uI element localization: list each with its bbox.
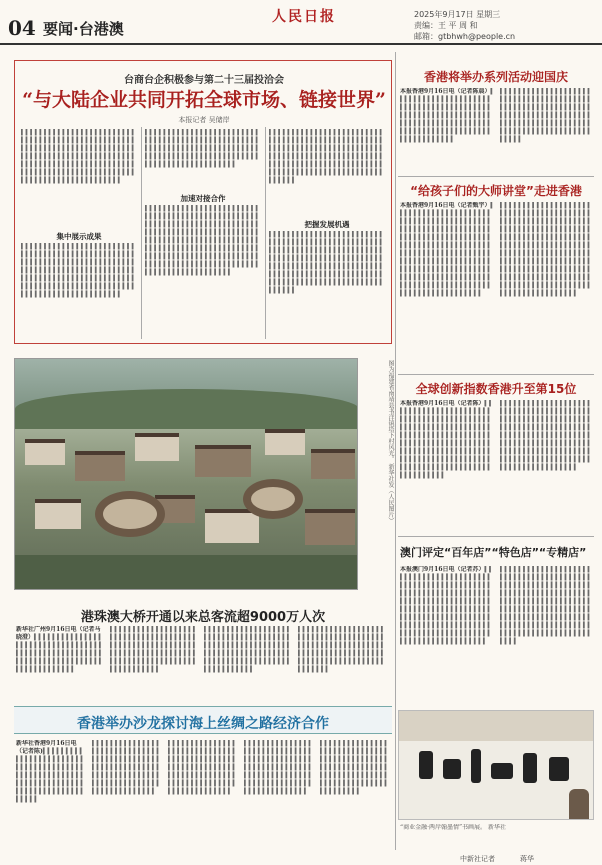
rule [398,536,594,537]
rule [398,374,594,375]
lead-subhead-1: 集中展示成果 [56,232,102,241]
email: 邮箱：gtbhwh@people.cn [414,32,516,41]
exhibit-wall [399,711,594,741]
house [195,445,251,477]
master-lecture-body-2: ▍▍▍▍▍▍▍▍▍▍▍▍▍▍▍▍▍▍▍▍▍▍▍▍▍▍▍▍▍▍▍▍▍▍▍▍▍▍▍▍▍▍▍▍▍▍▍▍▍▍▍▍▍▍▍▍▍▍▍▍▍▍▍▍▍▍▍▍▍▍▍▍▍▍▍▍▍▍▍▍▍▍▍▍▍▍▍▍▍▍▍▍▍▍▍▍▍▍▍▍▍▍▍▍▍▍▍▍▍▍▍▍▍▍▍▍▍▍▍▍▍▍▍▍▍▍▍▍▍▍▍▍▍▍▍▍▍▍▍▍▍▍▍▍▍▍▍▍▍▍▍▍▍▍▍▍▍▍▍▍▍▍▍▍▍▍▍▍▍▍▍▍▍▍▍▍▍▍▍▍▍▍▍▍▍▍▍▍▍▍▍▍▍▍▍▍▍▍▍▍▍▍▍▍▍▍▍▍▍▍▍▍▍▍▍▍▍▍▍▍▍▍▍▍▍▍▍▍▍▍▍▍▍▍▍▍▍ [500,202,593,297]
innovation-index-title: 全球创新指数香港升至第15位 [415,382,577,396]
bridge-title: 港珠澳大桥开通以来总客流超9000万人次 [80,610,326,625]
tulou-roundhouse [243,479,303,519]
lead-col-1: ▍▍▍▍▍▍▍▍▍▍▍▍▍▍▍▍▍▍▍▍▍▍▍▍▍▍▍▍▍▍▍▍▍▍▍▍▍▍▍▍▍▍▍▍▍▍▍▍▍▍▍▍▍▍▍▍▍▍▍▍▍▍▍▍▍▍▍▍▍▍▍▍▍▍▍▍▍▍▍▍▍▍▍▍▍▍▍▍▍▍▍▍▍▍▍▍▍▍▍▍▍▍▍▍▍▍▍▍▍▍▍▍▍▍▍▍▍▍▍▍▍▍▍▍▍▍▍▍▍▍▍▍▍▍▍▍▍▍▍▍▍▍▍▍▍▍▍▍▍▍▍▍▍▍▍▍▍▍▍▍▍▍▍▍▍▍▍▍▍▍▍▍ [21,129,137,184]
hk-national-day-body: 本报香港9月16日电（记者陈晨）▍▍▍▍▍▍▍▍▍▍▍▍▍▍▍▍▍▍▍▍▍▍▍▍▍▍▍▍▍▍▍▍▍▍▍▍▍▍▍▍▍▍▍▍▍▍▍▍▍▍▍▍▍▍▍▍▍▍▍▍▍▍▍▍▍▍▍▍▍▍▍▍▍▍▍▍▍▍▍▍▍▍▍▍▍▍▍▍▍▍▍▍▍▍▍▍▍▍▍▍▍▍▍▍▍▍▍▍▍▍▍▍▍ [400,88,496,143]
page-number: 04 [8,16,36,40]
photo-caption: 图为福建省南靖县书洋镇塔下村风光。 新华社发（人民图片） [387,360,394,524]
brush-stroke [491,763,513,779]
silk-body-2: ▍▍▍▍▍▍▍▍▍▍▍▍▍▍▍▍▍▍▍▍▍▍▍▍▍▍▍▍▍▍▍▍▍▍▍▍▍▍▍▍▍▍▍▍▍▍▍▍▍▍▍▍▍▍▍▍▍▍▍▍▍▍▍▍▍▍▍▍▍▍▍▍▍▍▍▍▍▍▍▍▍▍▍▍▍▍▍▍▍▍▍▍▍▍▍▍▍▍▍▍▍▍▍▍ [92,740,162,795]
brush-stroke [523,753,537,783]
visitor [569,789,589,819]
rule [398,176,594,177]
silk-body-3: ▍▍▍▍▍▍▍▍▍▍▍▍▍▍▍▍▍▍▍▍▍▍▍▍▍▍▍▍▍▍▍▍▍▍▍▍▍▍▍▍▍▍▍▍▍▍▍▍▍▍▍▍▍▍▍▍▍▍▍▍▍▍▍▍▍▍▍▍▍▍▍▍▍▍▍▍▍▍▍▍▍▍▍▍▍▍▍▍▍▍▍▍▍▍▍▍▍▍▍▍▍▍▍▍ [168,740,238,795]
house [265,429,305,455]
calligraphy-photo [398,710,594,820]
lead-article [14,60,392,344]
silk-road-title: 香港举办沙龙探讨海上丝绸之路经济合作 [77,716,329,732]
silk-body-4: ▍▍▍▍▍▍▍▍▍▍▍▍▍▍▍▍▍▍▍▍▍▍▍▍▍▍▍▍▍▍▍▍▍▍▍▍▍▍▍▍▍▍▍▍▍▍▍▍▍▍▍▍▍▍▍▍▍▍▍▍▍▍▍▍▍▍▍▍▍▍▍▍▍▍▍▍▍▍▍▍▍▍▍▍▍▍▍▍▍▍▍▍▍▍▍▍▍▍▍▍▍▍▍▍ [244,740,314,795]
silk-road-banner [14,706,392,734]
footer-photographer: 蒋华 [520,855,534,863]
section-name: 要闻·台港澳 [43,20,124,38]
brush-stroke [419,751,433,779]
hill [15,389,358,429]
house [205,509,259,543]
foreground-trees [15,555,358,590]
lead-title: “与大陆企业共同开拓全球市场、链接世界” [22,89,386,111]
calligraphy-caption: “商业金融·两岸翰墨情”书画展。 新华社 [400,824,506,831]
silk-body-1: 新华社香港9月16日电（记者陈)▍▍▍▍▍▍▍▍▍▍▍▍▍▍▍▍▍▍▍▍▍▍▍▍▍▍▍▍▍▍▍▍▍▍▍▍▍▍▍▍▍▍▍▍▍▍▍▍▍▍▍▍▍▍▍▍▍▍▍▍▍▍▍▍▍▍▍▍▍▍▍▍▍▍▍▍▍▍▍▍▍▍▍▍▍▍▍▍▍ [16,740,86,803]
lead-subhead-3: 把握发展机遇 [304,220,350,229]
house [35,499,81,529]
master-lecture-title: “给孩子们的大师讲堂”走进香港 [410,184,582,198]
house [305,509,355,545]
bridge-body-3: ▍▍▍▍▍▍▍▍▍▍▍▍▍▍▍▍▍▍▍▍▍▍▍▍▍▍▍▍▍▍▍▍▍▍▍▍▍▍▍▍▍▍▍▍▍▍▍▍▍▍▍▍▍▍▍▍▍▍▍▍▍▍▍▍▍▍▍▍▍▍▍▍▍▍▍▍▍▍▍▍▍▍▍▍▍▍▍▍▍▍▍▍▍▍▍▍▍▍▍▍▍▍▍▍▍▍ [204,626,292,673]
village-photo [14,358,358,590]
innovation-body: 本报香港9月16日电（记者陈）▍▍▍▍▍▍▍▍▍▍▍▍▍▍▍▍▍▍▍▍▍▍▍▍▍▍▍▍▍▍▍▍▍▍▍▍▍▍▍▍▍▍▍▍▍▍▍▍▍▍▍▍▍▍▍▍▍▍▍▍▍▍▍▍▍▍▍▍▍▍▍▍▍▍▍▍▍▍▍▍▍▍▍▍▍▍▍▍▍▍▍▍▍▍▍▍▍▍▍▍▍▍▍▍▍▍▍▍▍▍▍▍▍▍▍▍▍▍▍▍▍▍▍▍▍▍▍▍▍▍▍▍▍▍▍▍▍▍▍▍▍▍▍▍▍▍▍▍▍▍▍▍▍▍▍▍▍▍▍▍▍▍▍▍▍▍▍▍▍▍▍▍ [400,400,494,479]
macau-body: 本报澳门9月16日电（记者苏）▍▍▍▍▍▍▍▍▍▍▍▍▍▍▍▍▍▍▍▍▍▍▍▍▍▍▍▍▍▍▍▍▍▍▍▍▍▍▍▍▍▍▍▍▍▍▍▍▍▍▍▍▍▍▍▍▍▍▍▍▍▍▍▍▍▍▍▍▍▍▍▍▍▍▍▍▍▍▍▍▍▍▍▍▍▍▍▍▍▍▍▍▍▍▍▍▍▍▍▍▍▍▍▍▍▍▍▍▍▍▍▍▍▍▍▍▍▍▍▍▍▍▍▍▍▍▍▍▍▍▍▍▍▍▍▍▍▍▍▍▍▍▍▍▍▍▍▍▍▍▍▍▍▍▍▍▍▍▍▍▍▍▍▍▍▍▍▍▍▍▍▍▍▍▍▍▍▍▍▍▍ [400,566,494,645]
brush-stroke [443,759,461,779]
macau-body-2: ▍▍▍▍▍▍▍▍▍▍▍▍▍▍▍▍▍▍▍▍▍▍▍▍▍▍▍▍▍▍▍▍▍▍▍▍▍▍▍▍▍▍▍▍▍▍▍▍▍▍▍▍▍▍▍▍▍▍▍▍▍▍▍▍▍▍▍▍▍▍▍▍▍▍▍▍▍▍▍▍▍▍▍▍▍▍▍▍▍▍▍▍▍▍▍▍▍▍▍▍▍▍▍▍▍▍▍▍▍▍▍▍▍▍▍▍▍▍▍▍▍▍▍▍▍▍▍▍▍▍▍▍▍▍▍▍▍▍▍▍▍▍▍▍▍▍▍▍▍▍▍▍▍▍▍▍▍▍▍▍▍▍▍▍▍▍▍▍▍▍▍▍▍▍▍▍▍▍▍▍▍▍▍▍ [500,566,593,645]
bridge-body-4: ▍▍▍▍▍▍▍▍▍▍▍▍▍▍▍▍▍▍▍▍▍▍▍▍▍▍▍▍▍▍▍▍▍▍▍▍▍▍▍▍▍▍▍▍▍▍▍▍▍▍▍▍▍▍▍▍▍▍▍▍▍▍▍▍▍▍▍▍▍▍▍▍▍▍▍▍▍▍▍▍▍▍▍▍▍▍▍▍▍▍▍▍▍▍▍▍▍▍▍▍▍▍ [298,626,386,673]
macau-title: 澳门评定“百年店”“特色店”“专精店” [400,546,587,559]
col-divider [141,127,142,339]
house [311,449,355,479]
silk-body-5: ▍▍▍▍▍▍▍▍▍▍▍▍▍▍▍▍▍▍▍▍▍▍▍▍▍▍▍▍▍▍▍▍▍▍▍▍▍▍▍▍▍▍▍▍▍▍▍▍▍▍▍▍▍▍▍▍▍▍▍▍▍▍▍▍▍▍▍▍▍▍▍▍▍▍▍▍▍▍▍▍▍▍▍▍▍▍▍▍▍▍▍▍▍▍▍▍▍▍▍ [320,740,390,795]
master-lecture-body: 本报香港9月16日电（记者甄宇）▍▍▍▍▍▍▍▍▍▍▍▍▍▍▍▍▍▍▍▍▍▍▍▍▍▍▍▍▍▍▍▍▍▍▍▍▍▍▍▍▍▍▍▍▍▍▍▍▍▍▍▍▍▍▍▍▍▍▍▍▍▍▍▍▍▍▍▍▍▍▍▍▍▍▍▍▍▍▍▍▍▍▍▍▍▍▍▍▍▍▍▍▍▍▍▍▍▍▍▍▍▍▍▍▍▍▍▍▍▍▍▍▍▍▍▍▍▍▍▍▍▍▍▍▍▍▍▍▍▍▍▍▍▍▍▍▍▍▍▍▍▍▍▍▍▍▍▍▍▍▍▍▍▍▍▍▍▍▍▍▍▍▍▍▍▍▍▍▍▍▍▍▍▍▍▍▍▍▍▍▍▍▍▍▍▍▍▍▍▍▍▍▍▍▍▍▍▍▍▍▍▍▍▍▍▍▍▍▍▍▍▍▍▍▍▍▍▍▍ [400,202,496,297]
masthead-logo: 人民日报 [272,9,336,25]
lead-col-2b: ▍▍▍▍▍▍▍▍▍▍▍▍▍▍▍▍▍▍▍▍▍▍▍▍▍▍▍▍▍▍▍▍▍▍▍▍▍▍▍▍▍▍▍▍▍▍▍▍▍▍▍▍▍▍▍▍▍▍▍▍▍▍▍▍▍▍▍▍▍▍▍▍▍▍▍▍▍▍▍▍▍▍▍▍▍▍▍▍▍▍▍▍▍▍▍▍▍▍▍▍▍▍▍▍▍▍▍▍▍▍▍▍▍▍▍▍▍▍▍▍▍▍▍▍▍▍▍▍▍▍▍▍▍▍▍▍▍▍▍▍▍▍▍▍▍▍▍▍▍▍▍▍▍▍▍▍▍▍▍▍▍▍▍▍▍▍▍▍▍▍▍▍▍▍▍▍▍▍▍▍▍▍▍▍▍▍▍▍▍▍▍▍▍▍▍▍▍▍▍▍▍▍▍▍▍▍▍▍▍▍▍▍▍▍▍▍▍▍▍ [145,205,261,276]
lead-col-3: ▍▍▍▍▍▍▍▍▍▍▍▍▍▍▍▍▍▍▍▍▍▍▍▍▍▍▍▍▍▍▍▍▍▍▍▍▍▍▍▍▍▍▍▍▍▍▍▍▍▍▍▍▍▍▍▍▍▍▍▍▍▍▍▍▍▍▍▍▍▍▍▍▍▍▍▍▍▍▍▍▍▍▍▍▍▍▍▍▍▍▍▍▍▍▍▍▍▍▍▍▍▍▍▍▍▍▍▍▍▍▍▍▍▍▍▍▍▍▍▍▍▍▍▍▍▍▍▍▍▍▍▍▍▍▍▍▍▍▍▍▍▍▍▍▍▍▍▍▍▍▍▍▍▍▍▍ [269,129,385,184]
hk-national-day-body-2: ▍▍▍▍▍▍▍▍▍▍▍▍▍▍▍▍▍▍▍▍▍▍▍▍▍▍▍▍▍▍▍▍▍▍▍▍▍▍▍▍▍▍▍▍▍▍▍▍▍▍▍▍▍▍▍▍▍▍▍▍▍▍▍▍▍▍▍▍▍▍▍▍▍▍▍▍▍▍▍▍▍▍▍▍▍▍▍▍▍▍▍▍▍▍▍▍▍▍▍▍▍▍▍▍▍▍▍▍▍▍▍▍▍▍▍▍▍▍▍▍▍▍▍▍▍ [500,88,593,143]
editors: 责编：王 平 周 和 [414,21,478,30]
bridge-body-2: ▍▍▍▍▍▍▍▍▍▍▍▍▍▍▍▍▍▍▍▍▍▍▍▍▍▍▍▍▍▍▍▍▍▍▍▍▍▍▍▍▍▍▍▍▍▍▍▍▍▍▍▍▍▍▍▍▍▍▍▍▍▍▍▍▍▍▍▍▍▍▍▍▍▍▍▍▍▍▍▍▍▍▍▍▍▍▍▍▍▍▍▍▍▍▍▍▍▍▍▍▍▍▍▍▍▍ [110,626,198,673]
hk-national-day-title: 香港将举办系列活动迎国庆 [423,70,568,84]
lead-byline: 本报记者 吴储岸 [178,116,230,124]
lead-kicker: 台商台企积极参与第二十三届投洽会 [124,75,284,86]
footer-credit: 中新社记者 [460,855,495,863]
brush-stroke [549,757,569,781]
lead-col-3b: ▍▍▍▍▍▍▍▍▍▍▍▍▍▍▍▍▍▍▍▍▍▍▍▍▍▍▍▍▍▍▍▍▍▍▍▍▍▍▍▍▍▍▍▍▍▍▍▍▍▍▍▍▍▍▍▍▍▍▍▍▍▍▍▍▍▍▍▍▍▍▍▍▍▍▍▍▍▍▍▍▍▍▍▍▍▍▍▍▍▍▍▍▍▍▍▍▍▍▍▍▍▍▍▍▍▍▍▍▍▍▍▍▍▍▍▍▍▍▍▍▍▍▍▍▍▍▍▍▍▍▍▍▍▍▍▍▍▍▍▍▍▍▍▍▍▍▍▍▍▍▍▍▍▍▍▍▍▍▍▍▍▍▍▍▍▍▍▍▍▍▍▍▍▍▍▍▍▍▍▍▍ [269,231,385,294]
page-header [0,0,602,46]
house [75,451,125,481]
lead-col-2: ▍▍▍▍▍▍▍▍▍▍▍▍▍▍▍▍▍▍▍▍▍▍▍▍▍▍▍▍▍▍▍▍▍▍▍▍▍▍▍▍▍▍▍▍▍▍▍▍▍▍▍▍▍▍▍▍▍▍▍▍▍▍▍▍▍▍▍▍▍▍▍▍▍▍▍▍▍▍▍▍▍▍▍▍▍▍▍▍▍▍▍▍▍▍▍▍▍▍▍▍▍▍▍▍▍▍▍▍▍▍▍▍▍▍▍▍▍▍▍▍ [145,129,261,168]
house [135,433,179,461]
lead-subhead-2: 加速对接合作 [180,194,226,203]
innovation-body-2: ▍▍▍▍▍▍▍▍▍▍▍▍▍▍▍▍▍▍▍▍▍▍▍▍▍▍▍▍▍▍▍▍▍▍▍▍▍▍▍▍▍▍▍▍▍▍▍▍▍▍▍▍▍▍▍▍▍▍▍▍▍▍▍▍▍▍▍▍▍▍▍▍▍▍▍▍▍▍▍▍▍▍▍▍▍▍▍▍▍▍▍▍▍▍▍▍▍▍▍▍▍▍▍▍▍▍▍▍▍▍▍▍▍▍▍▍▍▍▍▍▍▍▍▍▍▍▍▍▍▍▍▍▍▍▍▍▍▍▍▍▍▍▍▍▍▍▍▍▍▍▍▍▍▍▍▍▍▍▍▍▍▍▍▍▍▍▍▍▍▍▍▍▍▍▍▍▍ [500,400,593,471]
lead-col-1b: ▍▍▍▍▍▍▍▍▍▍▍▍▍▍▍▍▍▍▍▍▍▍▍▍▍▍▍▍▍▍▍▍▍▍▍▍▍▍▍▍▍▍▍▍▍▍▍▍▍▍▍▍▍▍▍▍▍▍▍▍▍▍▍▍▍▍▍▍▍▍▍▍▍▍▍▍▍▍▍▍▍▍▍▍▍▍▍▍▍▍▍▍▍▍▍▍▍▍▍▍▍▍▍▍▍▍▍▍▍▍▍▍▍▍▍▍▍▍▍▍▍▍▍▍▍▍▍▍▍▍▍▍▍▍▍▍▍▍▍▍▍▍▍▍▍▍▍▍▍▍▍▍▍▍▍▍▍▍▍▍▍▍▍▍▍▍▍▍▍▍▍▍ [21,243,137,298]
page-footer [0,852,602,865]
brush-stroke [471,749,481,783]
issue-date: 2025年9月17日 星期三 [414,10,501,19]
col-divider [265,127,266,339]
tulou-roundhouse [95,491,165,537]
page-divider [395,52,396,850]
header-meta [414,9,598,42]
house [25,439,65,465]
bridge-body-1: 新华社广州9月16日电（记者马晓澄）▍▍▍▍▍▍▍▍▍▍▍▍▍▍▍▍▍▍▍▍▍▍▍▍▍▍▍▍▍▍▍▍▍▍▍▍▍▍▍▍▍▍▍▍▍▍▍▍▍▍▍▍▍▍▍▍▍▍▍▍▍▍▍▍▍▍▍▍▍▍▍▍▍▍▍▍▍▍▍▍▍▍▍▍▍ [16,626,104,673]
header-rule [0,43,602,45]
